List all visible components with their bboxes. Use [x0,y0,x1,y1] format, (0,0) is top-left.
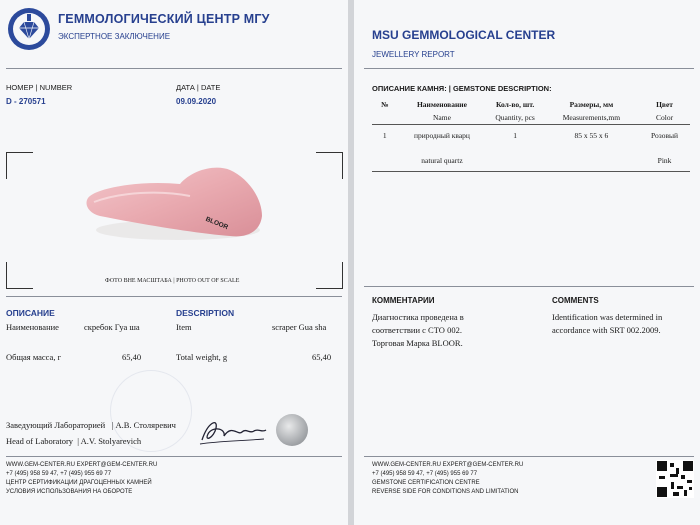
table-header-ru [372,98,690,111]
item-en-label: Item [176,322,192,332]
right-title: MSU GEMMOLOGICAL CENTER [372,28,556,42]
desc-divider [6,296,342,297]
name-ru-label: Наименование [6,322,59,332]
table-header-en [372,111,690,125]
photo-corner-tl [6,152,33,179]
qr-code-icon [656,460,694,498]
right-page [354,0,700,525]
right-footer-conditions: REVERSE SIDE FOR CONDITIONS AND LIMITATION [372,489,519,495]
right-footer-centre: GEMSTONE CERTIFICATION CENTRE [372,480,480,486]
name-ru-value: скребок Гуа ша [84,322,140,332]
gem-desc-heading: ОПИСАНИЕ КАМНЯ: | GEMSTONE DESCRIPTION: [372,84,552,93]
left-page [0,0,348,525]
right-footer-phone: +7 (495) 958 59 47, +7 (495) 955 69 77 [372,471,478,477]
comments-en-heading: COMMENTS [552,296,599,305]
col-color-en: Color [656,113,674,122]
gemstone-table [372,98,690,172]
hologram-seal [276,414,308,446]
col-qty-ru: Кол-во, шт. [495,100,535,109]
col-name-ru: Наименование [416,100,467,109]
row-name-en: natural quartz [421,156,463,165]
comments-ru-line2: соответствии с СТО 002. [372,325,462,335]
header-divider [6,68,342,69]
col-color-ru: Цвет [656,100,673,109]
right-subtitle: JEWELLERY REPORT [372,50,455,59]
footer-conditions: УСЛОВИЯ ИСПОЛЬЗОВАНИЯ НА ОБОРОТЕ [6,489,133,495]
item-en-value: scraper Gua sha [272,322,327,332]
head-of-lab-en: Head of Laboratory | A.V. Stolyarevich [6,436,142,446]
col-qty-en: Quantity, pcs [495,113,535,122]
footer-centre: ЦЕНТР СЕРТИФИКАЦИИ ДРАГОЦЕННЫХ КАМНЕЙ [6,480,152,486]
table-row-en [372,142,690,172]
row-color-en: Pink [657,156,672,165]
photo-caption: ФОТО ВНЕ МАСШТАБА | PHOTO OUT OF SCALE [105,278,240,284]
row-qty: 1 [513,131,517,140]
head-of-lab-ru: Заведующий Лабораторией | А.В. Столяревич [6,420,176,430]
comments-ru-heading: КОММЕНТАРИИ [372,296,435,305]
stone-brand-engraving: BLOOR [204,215,229,232]
photo-corner-tr [316,152,343,179]
comments-en-line2: accordance with SRT 002.2009. [552,325,661,335]
date-value: 09.09.2020 [176,97,217,106]
header-title: ГЕММОЛОГИЧЕСКИЙ ЦЕНТР МГУ [58,12,270,26]
right-footer-web: WWW.GEM-CENTER.RU EXPERT@GEM-CENTER.RU [372,462,524,468]
col-size-ru: Размеры, мм [569,100,614,109]
footer-web: WWW.GEM-CENTER.RU EXPERT@GEM-CENTER.RU [6,462,158,468]
comments-divider [364,286,694,287]
desc-ru-heading: ОПИСАНИЕ [6,308,55,318]
row-name-ru: природный кварц [413,131,470,140]
right-header-divider [364,68,694,69]
date-label: ДАТА | DATE [176,83,221,92]
col-no: № [380,100,389,109]
col-no-en [372,111,397,125]
row-no: 1 [382,131,387,140]
number-label: НОМЕР | NUMBER [6,83,73,92]
weight-en-label: Total weight, g [176,352,228,362]
weight-ru-label: Общая масса, г [6,352,62,362]
col-name-en: Name [432,113,451,122]
right-footer-divider [364,456,694,457]
footer-divider [6,456,342,457]
comments-ru-line3: Торговая Марка BLOOR. [372,338,463,348]
col-size-en: Measurements,mm [562,113,621,122]
row-size: 85 x 55 x 6 [574,131,609,140]
msu-gem-center-logo-icon [6,6,52,52]
number-value: D - 270571 [6,97,46,106]
weight-ru-value: 65,40 [122,352,142,362]
row-color-ru: Розовый [651,131,679,140]
footer-phone: +7 (495) 958 59 47, +7 (495) 955 69 77 [6,471,112,477]
header-subtitle: ЭКСПЕРТНОЕ ЗАКЛЮЧЕНИЕ [58,32,171,41]
photo-corner-bl [6,262,33,289]
photo-corner-br [316,262,343,289]
comments-ru-line1: Диагностика проведена в [372,312,464,322]
table-row [372,125,690,143]
comments-en-line1: Identification was determined in [552,312,663,322]
desc-en-heading: DESCRIPTION [176,308,235,318]
gua-sha-stone-photo [80,158,270,248]
weight-en-value: 65,40 [312,352,332,362]
signature [196,414,270,448]
